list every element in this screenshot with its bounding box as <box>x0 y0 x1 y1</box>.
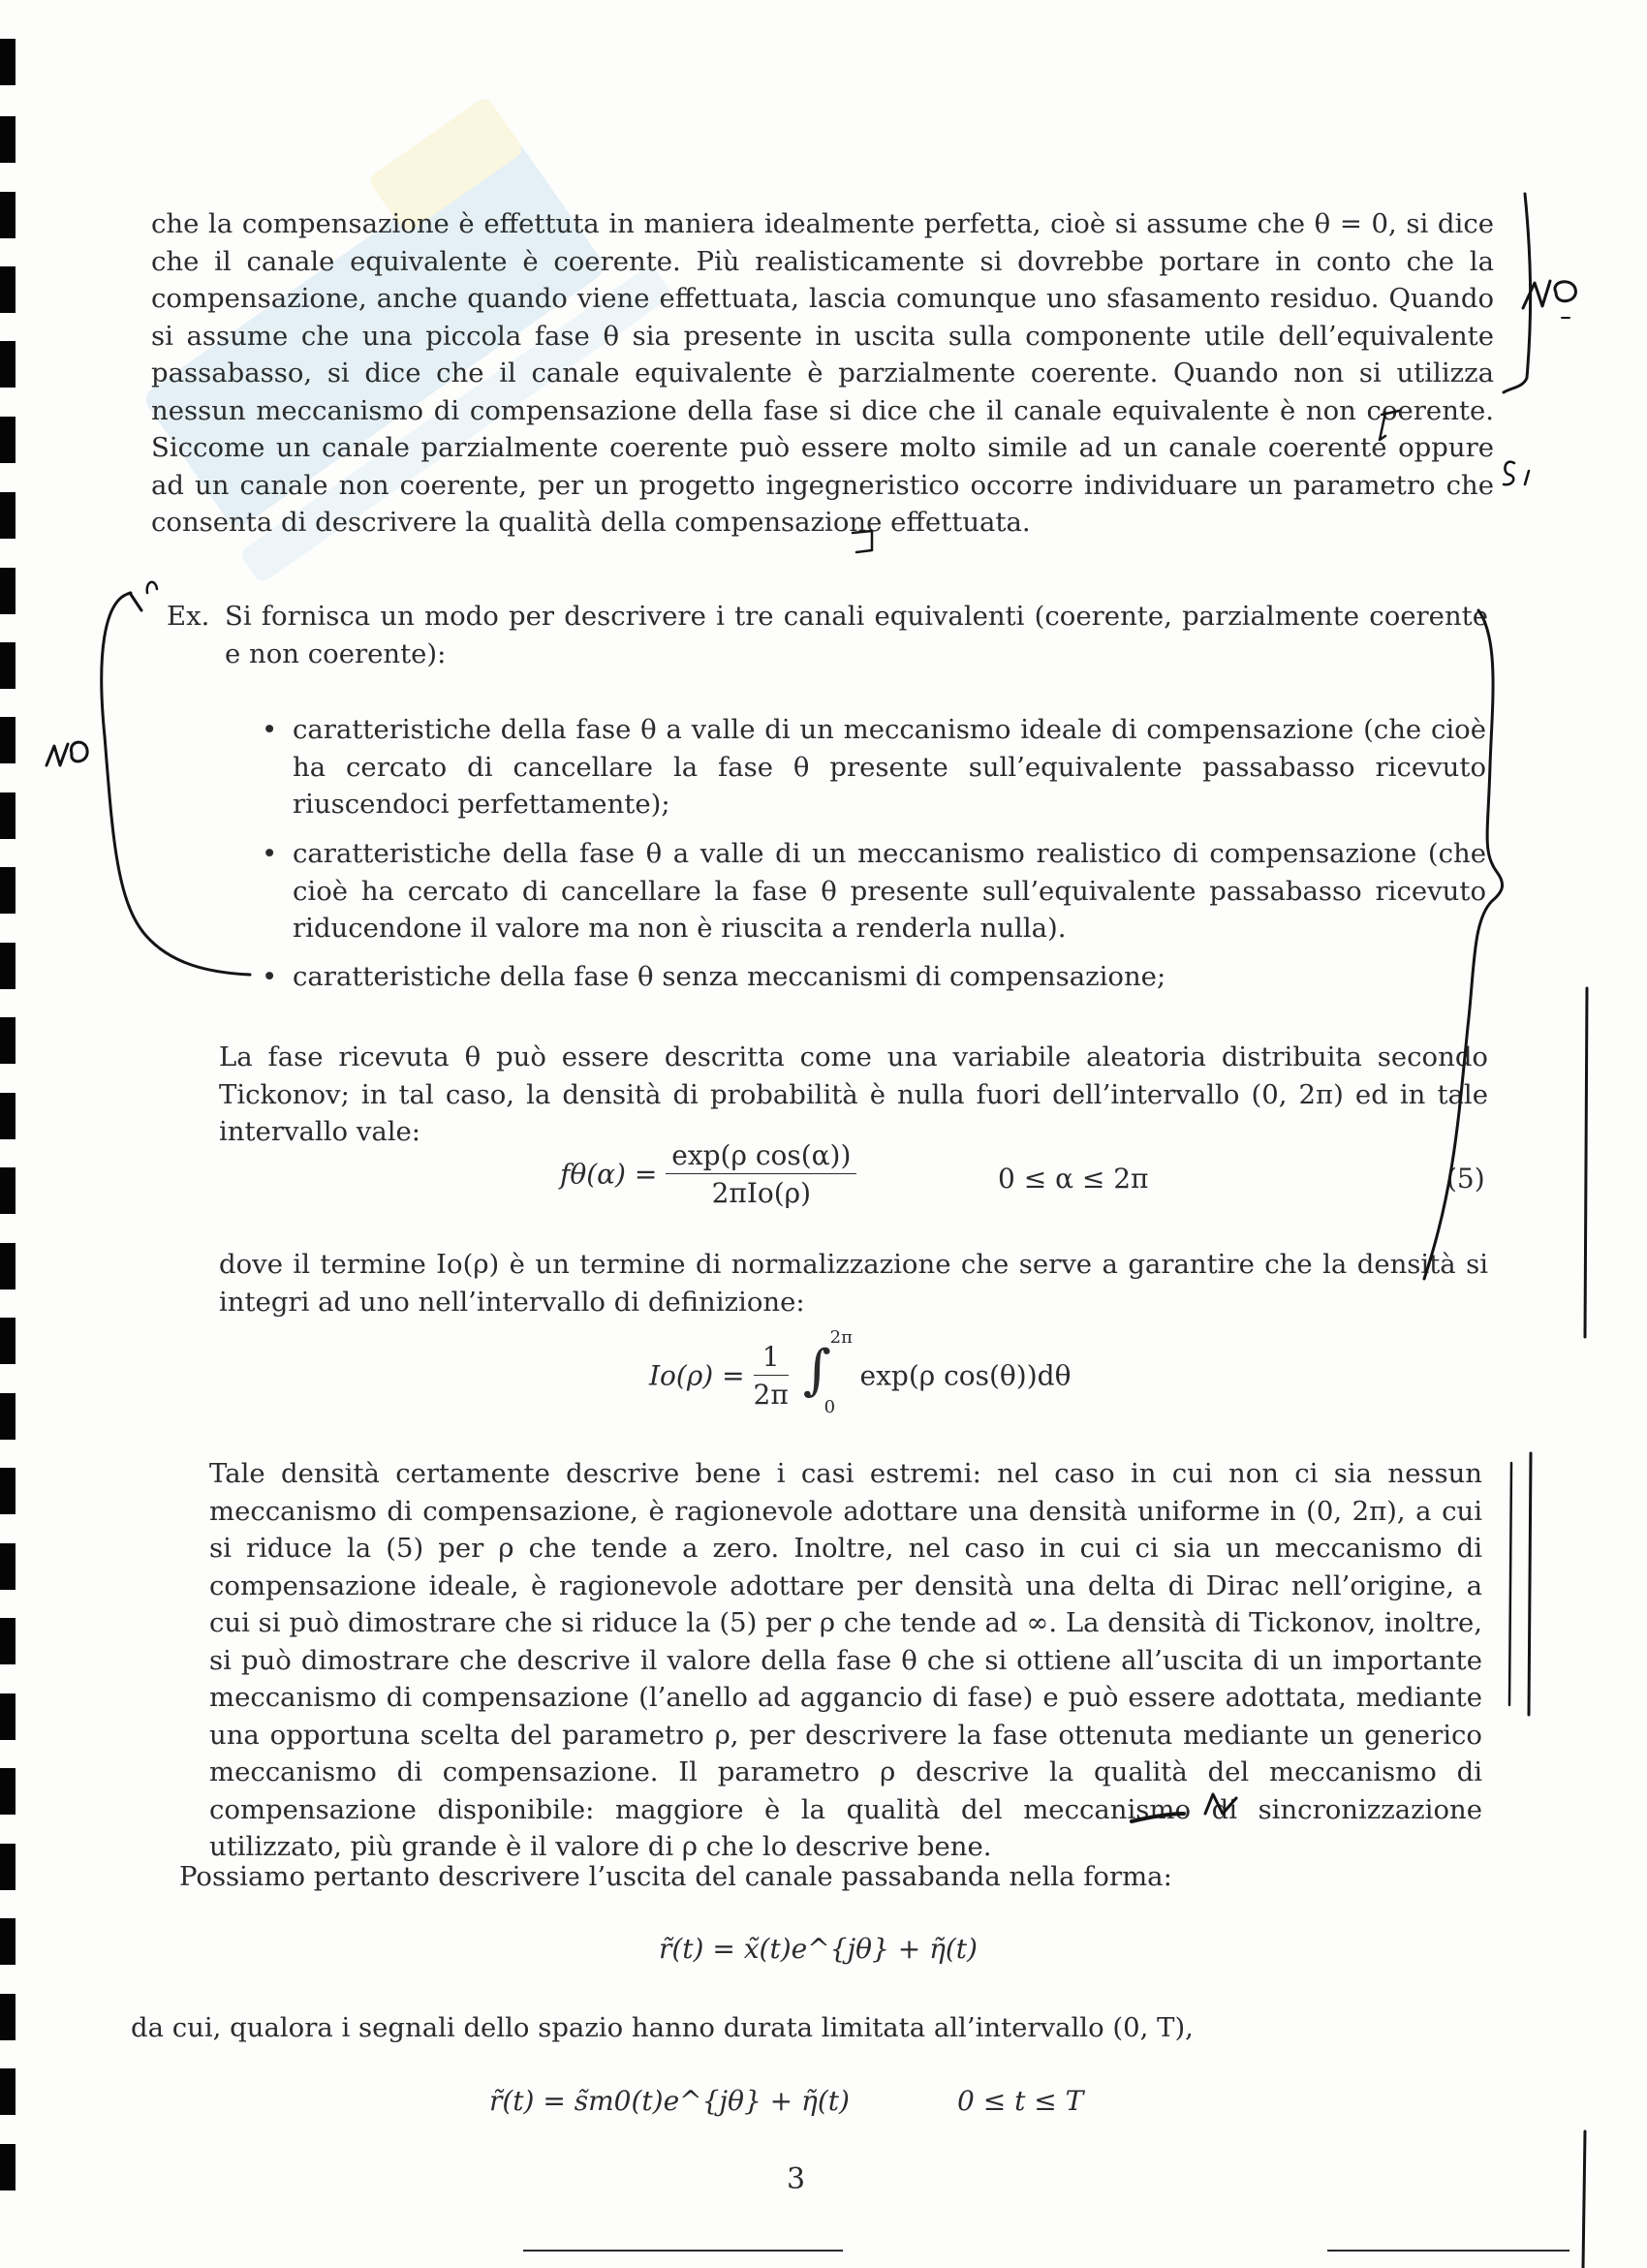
eq-r2-condition: 0 ≤ t ≤ T <box>957 2085 1084 2117</box>
integral-sign: ∫ 2π 0 <box>802 1327 853 1417</box>
bullet-dot: • <box>262 714 278 745</box>
eq5-denominator: 2πIo(ρ) <box>711 1177 812 1209</box>
norm-coef-num: 1 <box>754 1341 789 1376</box>
example-label: Ex. <box>167 601 210 632</box>
page-number: 3 <box>787 2162 806 2196</box>
eq5-label: (5) <box>1446 1163 1485 1195</box>
bullet-dot: • <box>262 838 278 869</box>
eq5-lhs: fθ(α) = <box>560 1158 658 1191</box>
norm-coef-den: 2π <box>753 1379 789 1411</box>
eq5-numerator: exp(ρ cos(α)) <box>666 1139 856 1174</box>
bullet-dot: • <box>262 961 278 992</box>
paragraph-output-form: Possiamo pertanto descrivere l’uscita del canale passabanda nella forma: <box>179 1861 1172 1892</box>
bullet-text: caratteristiche della fase θ a valle di un meccanismo realistico di compensazione (che cioè ha cercato di cancellare la fase θ presente sull’equivalente passabasso ricevuto riducendone il valore ma non è riuscita a renderla nulla). <box>293 838 1486 944</box>
paragraph-limited-duration: da cui, qualora i segnali dello spazio hanno durata limitata all’intervallo (0, T), <box>131 2012 1194 2043</box>
paragraph-coherent-channel: che la compensazione è effettuta in maniera idealmente perfetta, cioè si assume che θ = 0, si dice che il canale equivalente è coerente. Più realisticamente si dovrebbe portare in conto che la compensazione, anche quando viene effettuata, lascia comunque uno sfasamento residuo. Quando si assume che una piccola fase θ sia presente in uscita sulla componente utile dell’equivalente passabasso, si dice che il canale equivalente è parzialmente coerente. Quando non si utilizza nessun meccanismo di compensazione della fase si dice che il canale equivalente è non coerente. Siccome un canale parzialmente coerente può essere molto simile ad un canale coerente oppure ad un canale non coerente, per un progetto ingegneristico occorre individuare un parametro che consenta di descrivere la qualità della compensazione effettuata. <box>151 208 1494 538</box>
paragraph-extreme-cases: Tale densità certamente descrive bene i casi estremi: nel caso in cui non ci sia nessun meccanismo di compensazione, è ragionevole adottare una densità uniforme in (0, 2π), a cui si riduce la (5) per ρ che tende a zero. Inoltre, nel caso in cui ci sia un meccanismo di compensazione ideale, è ragionevole adottare per densità una delta di Dirac nell’origine, a cui si può dimostrare che si riduce la (5) per ρ che tende ad ∞. La densità di Tickonov, inoltre, si può dimostrare che descrive il valore della fase θ che si ottiene all’uscita di un importante meccanismo di compensazione (l’anello ad aggancio di fase) e può essere adottata, mediante una opportuna scelta del parametro ρ, per descrivere la fase ottenuta mediante un generico meccanismo di compensazione. Il parametro ρ descrive la qualità del meccanismo di compensazione disponibile: maggiore è la qualità del meccanismo di sincronizzazione utilizzato, più grande è il valore di ρ che lo descrive bene. <box>209 1458 1482 1862</box>
equation-received-signal-limited: r̃(t) = s̃m0(t)e^{jθ} + η̃(t) <box>489 2085 850 2117</box>
norm-integrand: exp(ρ cos(θ))dθ <box>859 1359 1072 1392</box>
bullet-text: caratteristiche della fase θ a valle di un meccanismo ideale di compensazione (che cioè ha cercato di cancellare la fase θ presente sull’equivalente passabasso ricevuto riuscendoci perfettamente); <box>293 714 1486 820</box>
bullet-text: caratteristiche della fase θ senza meccanismi di compensazione; <box>293 961 1166 992</box>
example-text: Si fornisca un modo per descrivere i tre canali equivalenti (coerente, parzialmente coerente e non coerente): <box>225 601 1488 669</box>
paragraph-tickonov: La fase ricevuta θ può essere descritta come una variabile aleatoria distribuita secondo Tickonov; in tal caso, la densità di probabilità è nulla fuori dell’intervallo (0, 2π) ed in tale intervallo vale: <box>219 1041 1488 1147</box>
paragraph-normalization: dove il termine Io(ρ) è un termine di normalizzazione che serve a garantire che la densità si integri ad uno nell’intervallo di definizione: <box>219 1249 1488 1318</box>
equation-received-signal: r̃(t) = x̃(t)e^{jθ} + η̃(t) <box>659 1933 978 1965</box>
norm-lhs: Io(ρ) = <box>649 1359 745 1392</box>
eq5-condition: 0 ≤ α ≤ 2π <box>998 1163 1149 1195</box>
